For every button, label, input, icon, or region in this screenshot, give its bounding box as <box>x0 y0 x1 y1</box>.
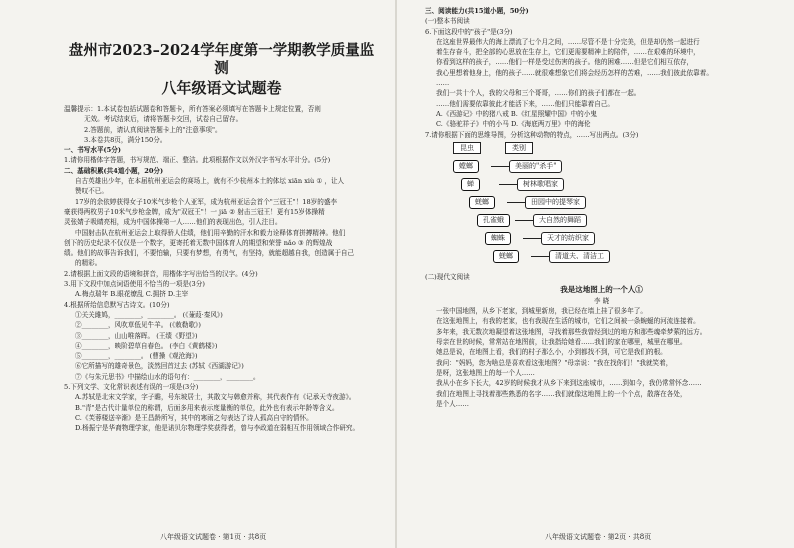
text-line: B."青"是古代计量单位的称谓，后面多用来表示度量衡的单位，此外也有表示年龄等含义。 <box>75 403 339 412</box>
text-line: 绩。他们的故事告诉我们，不要怕输，只要有梦想，有勇气，有坚持，就能超越自我，创造属于自己 <box>64 249 355 258</box>
section-modern-reading: (二)现代文阅读 <box>425 272 470 281</box>
left-content <box>64 104 379 434</box>
text-line: 4.根据所给信息默写古诗文。(10分) <box>64 300 170 309</box>
text-line: 创下的历史纪录不仅仅是一个数字，更寄托着无数中国体育人的期望和荣誉 nǎo ③ 的辉煌战 <box>64 238 333 247</box>
text-line: 6.下面这段中的"孩子"是(3分) <box>425 27 513 36</box>
text-line: 3.本卷共8页，满分150分。 <box>84 135 167 144</box>
text-line: 一、书写水平(5分) <box>64 146 121 155</box>
text-line: 在这座世界最伟大的海上漂流了七个月之间，……尽管不是十分完美，但是却仍然一起进行 <box>436 37 700 46</box>
text-line: 温馨提示：1.本试卷包括试题卷和答题卡，所有答案必须填写在答题卡上规定位置，否则 <box>64 105 321 113</box>
mind-map-connector <box>491 166 509 167</box>
left-footer: 八年级语文试题卷 · 第1页 · 共8页 <box>160 533 267 541</box>
mind-map-description: 大自然的舞蹈 <box>533 214 587 227</box>
text-line: ②________，风吹草低见牛羊。 (《敕勒歌》) <box>75 321 201 330</box>
text-line: 无效。考试结束后，请将答题卡交回，试卷自己留存。 <box>84 115 243 124</box>
text-line: 灵张婧子吸睛亮相，成为中国体操第一人……他们的表现出色，引人注目。 <box>64 218 282 227</box>
text-line: 豪获得两枚男子10米气步枪金牌，成为"双冠王"！一 jiā ② 射击三冠王！更有15岁体操精 <box>64 207 325 216</box>
mind-map-description: 天才的纺织家 <box>541 232 595 245</box>
mind-map-insect: 孔雀蛾 <box>477 214 510 227</box>
text-line: C.《芙蓉楼送辛渐》是王昌龄所写，其中的寒雨之句表达了诗人孤高自守的情怀。 <box>75 413 313 422</box>
right-content-top <box>425 6 778 140</box>
text-line: 3.用下文段中加点词语使用不恰当的一项是(3分) <box>64 280 205 289</box>
text-line: …… <box>436 79 450 88</box>
text-line: 的精彩。 <box>75 259 102 268</box>
text-line: ……他们需要依靠彼此才能活下来，……他们只能靠着自己。 <box>436 99 615 108</box>
text-line: 17岁的余依婷获得女子10米气步枪个人亚军，成为杭州亚运会首个"三冠王"！18岁的盛李 <box>75 197 338 206</box>
text-line: ④________，映阶碧草自春色。 (李白《黄鹤楼》) <box>75 341 218 350</box>
text-line: 我从小在乡下长大，42岁的时候我才从乡下来到这座城市，……到如今，我仍常常怀念…… <box>436 379 702 388</box>
text-line: 我们在地图上寻找着那些熟悉的名字……我们就像这地图上的一个个点，散落在各处， <box>436 389 687 398</box>
mind-map-description: 美丽的"杀手" <box>509 160 562 173</box>
text-line: 中国射击队在杭州亚运会上取得骄人佳绩，他们用辛勤的汗水和毅力诠释体育拼搏精神。他们 <box>75 228 346 237</box>
text-line: A.梅点瑞年 B.眼花缭乱 C.拥挤 D.主宰 <box>75 290 189 299</box>
mind-map-connector <box>515 220 533 221</box>
article-title: 我是这地图上的一个人① <box>560 285 643 295</box>
mind-map-description: 田园中的提琴家 <box>525 196 586 209</box>
text-line: 是呀，这张地图上的每一个人…… <box>436 368 535 377</box>
text-line: 我心里想着他身上，他的孩子……就很难想象它们将会经历怎样的苦难，……我们彼此依靠着。 <box>436 68 713 77</box>
right-content-bottom <box>425 306 778 409</box>
text-line: 自古英雄出少年，在本届杭州亚运会的赛场上，就有不少杭州本土的体坛 xiān xiù ① ，让人 <box>75 177 345 186</box>
text-line: 着生存奋斗，把全部的心思放在生存上，它们更需要精神上的陪伴，……在艰难的环境中， <box>436 48 700 57</box>
text-line: 在这张地图上，有我的老家，也有我现在生活的城市，它们之间被一条蜿蜒的河流连接着。 <box>436 317 700 326</box>
mind-map-connector <box>507 202 525 203</box>
exam-title: 盘州市2023–2024学年度第一学期教学质量监测 <box>68 42 375 77</box>
text-line: ⑥它所描写的雄奇景色，淡然回首过去 (苏轼《西湖游记》) <box>75 362 244 371</box>
text-line: 我问："妈妈，您为啥总是喜欢看这张地图？"母亲说："我在找你们！"我就笑着， <box>436 358 673 367</box>
mind-map-description: 清道夫、清洁工 <box>549 250 610 263</box>
text-line: 一张中国地图，从乡下老家，到城里新房，我已经在墙上挂了很多年了。 <box>436 307 647 316</box>
text-line: 母亲在世的时候，常常站在地图前，让我指给她看……我们的家在哪里，城里在哪里。 <box>436 338 687 347</box>
text-line: A.《西游记》中的猪八戒 B.《红星照耀中国》中的小鬼 <box>436 109 597 118</box>
mind-map-insect: 蜣螂 <box>493 250 519 263</box>
text-line: 我们一共十个人，我的父母和三个哥哥，……你们的孩子们都在一起。 <box>436 89 641 98</box>
mind-map-connector <box>523 238 541 239</box>
mind-map-header-right: 类别 <box>505 142 533 154</box>
text-line: 7.请你根据下面的思维导图，分析这种动物的特点，……写出两点。(3分) <box>425 130 639 139</box>
text-line: 5.下列文学、文化常识表述有误的一项是(3分) <box>64 383 199 392</box>
text-line: 三、阅读能力(共15道小题，50分) <box>425 7 529 15</box>
text-line: (一)整本书阅读 <box>425 17 470 26</box>
mind-map-connector <box>499 184 517 185</box>
text-line: 2.请根据上面文段的语境和拼音，用楷体字写出恰当的汉字。(4分) <box>64 269 258 278</box>
text-line: 二、基础积累(共4道小题，20分) <box>64 166 164 175</box>
text-line: 你看到这样的孩子，……他们一样是受过伤害的孩子。他的困难……但是它们相互依存， <box>436 58 694 67</box>
exam-subtitle: 八年级语文试题卷 <box>161 79 282 97</box>
text-line: D.杨振宁是华裔物理学家，他是诺贝尔物理学奖获得者，曾与李政道在弱相互作用领域合作研究。 <box>75 424 360 433</box>
mind-map <box>443 142 773 270</box>
article-author: 李 晓 <box>593 297 610 306</box>
mind-map-insect: 螳螂 <box>453 160 479 173</box>
text-line: 她总是说，在地图上看，我们的村子那么小，小到都找不到，可它是我们的根。 <box>436 348 667 357</box>
mind-map-connector <box>531 256 549 257</box>
mind-map-insect: 蜣螂 <box>469 196 495 209</box>
text-line: ⑦《与朱元思书》中描绘山水的语句有：________，________。 <box>75 372 260 381</box>
mind-map-insect: 蝉 <box>461 178 480 191</box>
text-line: C.《骆驼祥子》中的小马 D.《海底两万里》中的海伦 <box>436 120 591 129</box>
mind-map-description: 树林歌唱家 <box>517 178 564 191</box>
text-line: 是个人…… <box>436 399 469 408</box>
text-line: 多年来，我无数次地凝望着这张地图，寻找着那些我曾经到过的地方和那些魂牵梦萦的远方。 <box>436 327 707 336</box>
text-line: ⑤________，________。 (曹操《观沧海》) <box>75 352 198 361</box>
text-line: 1.请你用楷体字答题，书写规范、端正、整洁。此项根据作文以外汉字书写水平计分。(5分) <box>64 156 331 165</box>
mind-map-insect: 蜘蛛 <box>485 232 511 245</box>
mind-map-header-left: 昆虫 <box>453 142 481 154</box>
text-line: ③________，山山唯落晖。 (王绩《野望》) <box>75 331 198 340</box>
page-right <box>397 0 794 548</box>
text-line: ①关关雎鸠，________，________。 (《蒹葭·秦风》) <box>75 310 223 319</box>
text-line: 赞叹不已。 <box>75 187 108 196</box>
text-line: 2.答题前，请认真阅读答题卡上的"注意事项"。 <box>84 125 222 134</box>
right-footer: 八年级语文试题卷 · 第2页 · 共8页 <box>545 533 652 541</box>
text-line: A.苏轼是北宋文学家，字子瞻，号东坡居士，其散文与韩愈并称，其代表作有《记承天寺夜游》。 <box>75 393 356 402</box>
